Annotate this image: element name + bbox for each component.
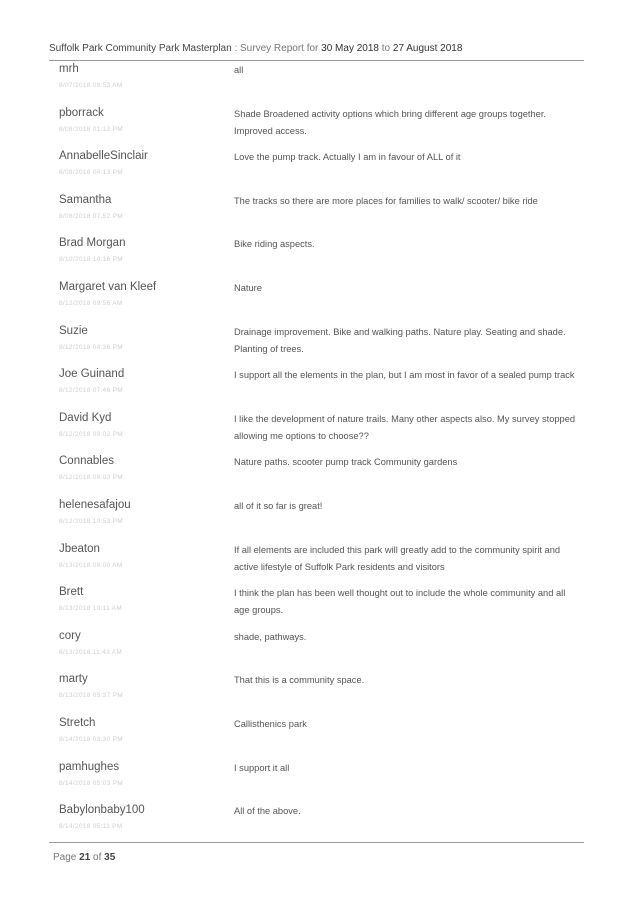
response-comment: I support it all bbox=[234, 762, 290, 773]
response-timestamp: 8/08/2018 07:52 PM bbox=[59, 212, 123, 220]
list-item bbox=[59, 367, 579, 411]
footer-of: of bbox=[90, 852, 105, 863]
response-timestamp: 8/12/2018 09:03 PM bbox=[59, 474, 123, 482]
response-comment: Bike riding aspects. bbox=[234, 239, 315, 250]
list-item bbox=[59, 498, 579, 542]
response-comment: Shade Broadened activity options which bring different age groups together. Improved access. bbox=[234, 108, 546, 136]
header-end-date: 27 August 2018 bbox=[392, 43, 463, 54]
respondent-name: mrh bbox=[59, 63, 79, 75]
respondent-name: marty bbox=[59, 673, 88, 686]
response-comment: Love the pump track. Actually I am in favour of ALL of it bbox=[234, 152, 461, 163]
list-item bbox=[59, 629, 579, 673]
footer-prefix: Page bbox=[53, 852, 80, 863]
response-timestamp: 8/08/2018 04:13 PM bbox=[59, 169, 123, 177]
respondent-name: AnnabelleSinclair bbox=[59, 150, 148, 163]
list-item bbox=[59, 236, 579, 280]
page-footer bbox=[53, 852, 115, 863]
respondent-name: pborrack bbox=[59, 106, 104, 119]
total-pages: 35 bbox=[104, 852, 116, 863]
response-timestamp: 8/14/2018 05:11 PM bbox=[59, 823, 123, 831]
page-header bbox=[49, 43, 462, 54]
response-comment: I think the plan has been well thought out to include the whole community and all age groups. bbox=[234, 588, 566, 616]
response-timestamp: 8/12/2018 09:02 PM bbox=[59, 430, 123, 438]
list-item bbox=[59, 62, 579, 106]
respondent-name: Margaret van Kleef bbox=[59, 280, 157, 293]
respondent-name: pamhughes bbox=[59, 760, 120, 773]
respondent-name: Brett bbox=[59, 586, 84, 599]
response-timestamp: 8/12/2018 07:46 PM bbox=[59, 387, 123, 395]
respondent-name: Brad Morgan bbox=[59, 237, 126, 250]
response-timestamp: 8/14/2018 05:03 PM bbox=[59, 779, 123, 787]
list-item bbox=[59, 411, 579, 455]
response-comment: all of it so far is great! bbox=[234, 500, 323, 511]
list-item bbox=[59, 324, 579, 368]
list-item bbox=[59, 760, 579, 804]
list-item bbox=[59, 280, 579, 324]
respondent-name: Babylonbaby100 bbox=[59, 804, 145, 817]
response-comment: That this is a community space. bbox=[234, 675, 365, 686]
response-comment: Drainage improvement. Bike and walking paths. Nature play. Seating and shade. Planting of trees. bbox=[234, 326, 566, 354]
list-item bbox=[59, 542, 579, 586]
list-item bbox=[59, 672, 579, 716]
response-timestamp: 8/12/2018 09:56 AM bbox=[59, 299, 123, 307]
response-timestamp: 8/08/2018 01:13 PM bbox=[59, 125, 123, 133]
response-comment: all bbox=[234, 65, 244, 75]
respondent-name: Suzie bbox=[59, 324, 88, 337]
response-timestamp: 8/12/2018 04:36 PM bbox=[59, 343, 123, 351]
report-title: Suffolk Park Community Park Masterplan bbox=[49, 43, 232, 54]
header-divider bbox=[49, 60, 584, 61]
list-item bbox=[59, 193, 579, 237]
current-page: 21 bbox=[79, 852, 91, 863]
response-comment: I like the development of nature trails. Many other aspects also. My survey stopped allowing me options to choose?? bbox=[234, 413, 576, 441]
respondent-name: David Kyd bbox=[59, 411, 112, 424]
list-item bbox=[59, 454, 579, 498]
list-item bbox=[59, 585, 579, 629]
respondent-name: Joe Guinand bbox=[59, 368, 125, 381]
list-item bbox=[59, 716, 579, 760]
header-to: to bbox=[378, 43, 393, 54]
responses-list bbox=[59, 62, 579, 847]
list-item bbox=[59, 149, 579, 193]
response-comment: shade, pathways. bbox=[234, 631, 307, 642]
response-timestamp: 8/13/2018 11:43 AM bbox=[59, 648, 123, 656]
response-comment: Nature paths. scooter pump track Community gardens bbox=[234, 457, 458, 468]
response-comment: Nature bbox=[234, 282, 262, 293]
response-timestamp: 8/12/2018 10:53 PM bbox=[59, 517, 123, 525]
response-comment: I support all the elements in the plan, but I am most in favor of a sealed pump track bbox=[234, 370, 575, 381]
respondent-name: helenesafajou bbox=[59, 498, 131, 511]
respondent-name: cory bbox=[59, 629, 81, 642]
response-timestamp: 8/07/2018 09:53 AM bbox=[59, 82, 123, 89]
respondent-name: Samantha bbox=[59, 193, 112, 206]
respondent-name: Stretch bbox=[59, 716, 96, 729]
response-timestamp: 8/10/2018 10:16 PM bbox=[59, 256, 123, 264]
response-comment: If all elements are included this park will greatly add to the community spirit and active lifestyle of Suffolk Park residents and visitors bbox=[234, 544, 561, 572]
response-comment: The tracks so there are more places for families to walk/ scooter/ bike ride bbox=[234, 195, 538, 206]
respondent-name: Connables bbox=[59, 455, 114, 468]
list-item bbox=[59, 803, 579, 847]
response-timestamp: 8/13/2018 10:11 AM bbox=[59, 605, 123, 613]
response-timestamp: 8/13/2018 05:37 PM bbox=[59, 692, 123, 700]
header-start-date: 30 May 2018 bbox=[321, 43, 379, 54]
response-timestamp: 8/13/2018 09:00 AM bbox=[59, 561, 123, 569]
footer-divider bbox=[49, 842, 584, 843]
response-timestamp: 8/14/2018 03:30 PM bbox=[59, 735, 123, 743]
respondent-name: Jbeaton bbox=[59, 542, 100, 555]
response-comment: Callisthenics park bbox=[234, 718, 307, 729]
header-separator: : Survey Report for bbox=[231, 43, 322, 54]
list-item bbox=[59, 106, 579, 150]
response-comment: All of the above. bbox=[234, 806, 301, 817]
